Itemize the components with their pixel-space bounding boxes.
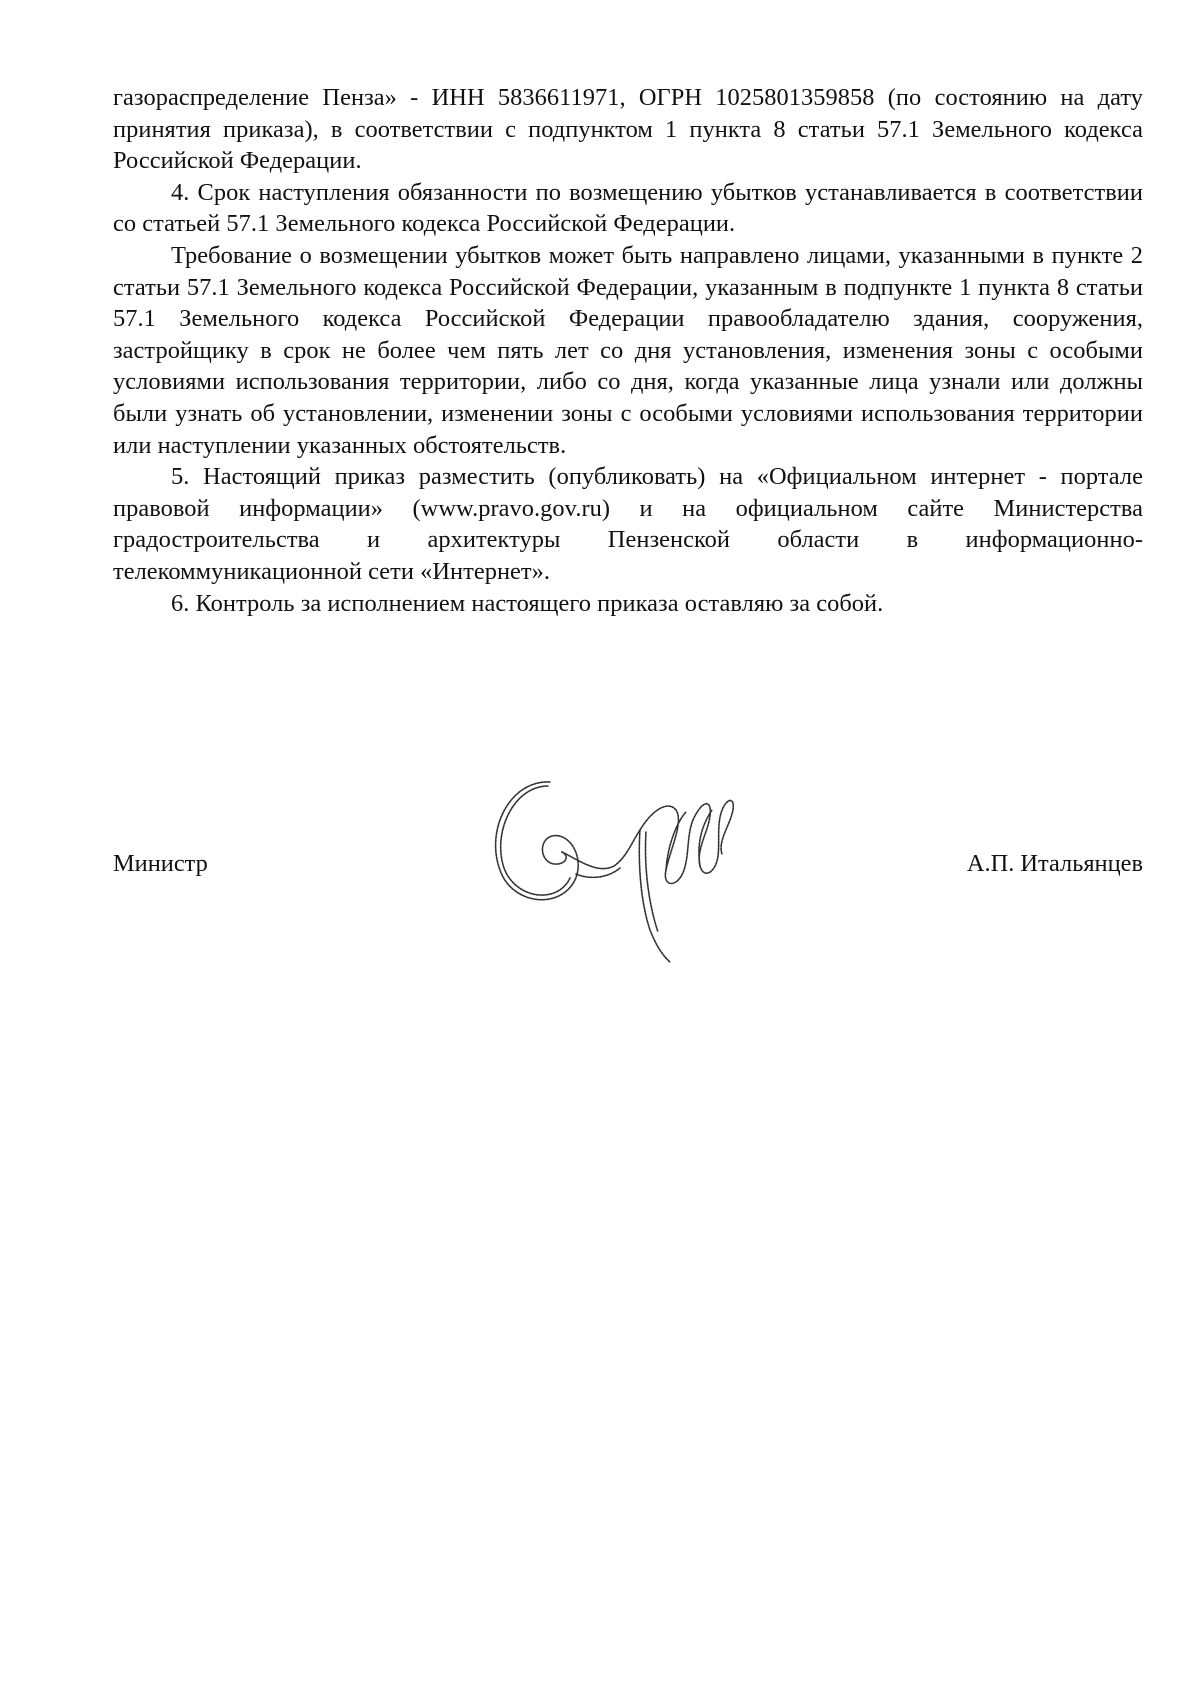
paragraph-compensation-claim: Требование о возмещении убытков может быть направлено лицами, указанными в пункте 2 статьи 57.1 Земельного кодекса Российской Федерации, указанным в подпункте 1 пункта 8 статьи 57.1 Земельного кодекса Российской Федерации правообладателю здания, сооружения, застройщику в срок не более чем пять лет со дня установления, изменения зоны с особыми условиями использования территории, либо со дня, когда указанные лица узнали или должны были узнать об установлении, изменении зоны с особыми условиями использования территории или наступлении указанных обстоятельств. <box>113 241 1143 459</box>
paragraph-item-4: 4. Срок наступления обязанности по возмещению убытков устанавливается в соответствии со статьей 57.1 Земельного кодекса Российской Федерации. <box>113 178 1143 238</box>
signer-name: А.П. Итальянцев <box>966 850 1143 877</box>
document-body <box>113 82 1143 619</box>
signer-position: Министр <box>113 850 208 877</box>
paragraph-item-6: 6. Контроль за исполнением настоящего приказа оставляю за собой. <box>171 589 884 617</box>
handwritten-signature <box>490 770 780 970</box>
paragraph-item-5: 5. Настоящий приказ разместить (опубликовать) на «Официальном интернет - портале правовой информации» (www.pravo.gov.ru) и на официальном сайте Министерства градостроительства и архитектуры Пензенской области в информационно-телекоммуникационной сети «Интернет». <box>113 463 1143 585</box>
paragraph-continuation: газораспределение Пенза» - ИНН 5836611971, ОГРН 1025801359858 (по состоянию на дату принятия приказа), в соответствии с подпунктом 1 пункта 8 статьи 57.1 Земельного кодекса Российской Федерации. <box>113 84 1143 175</box>
